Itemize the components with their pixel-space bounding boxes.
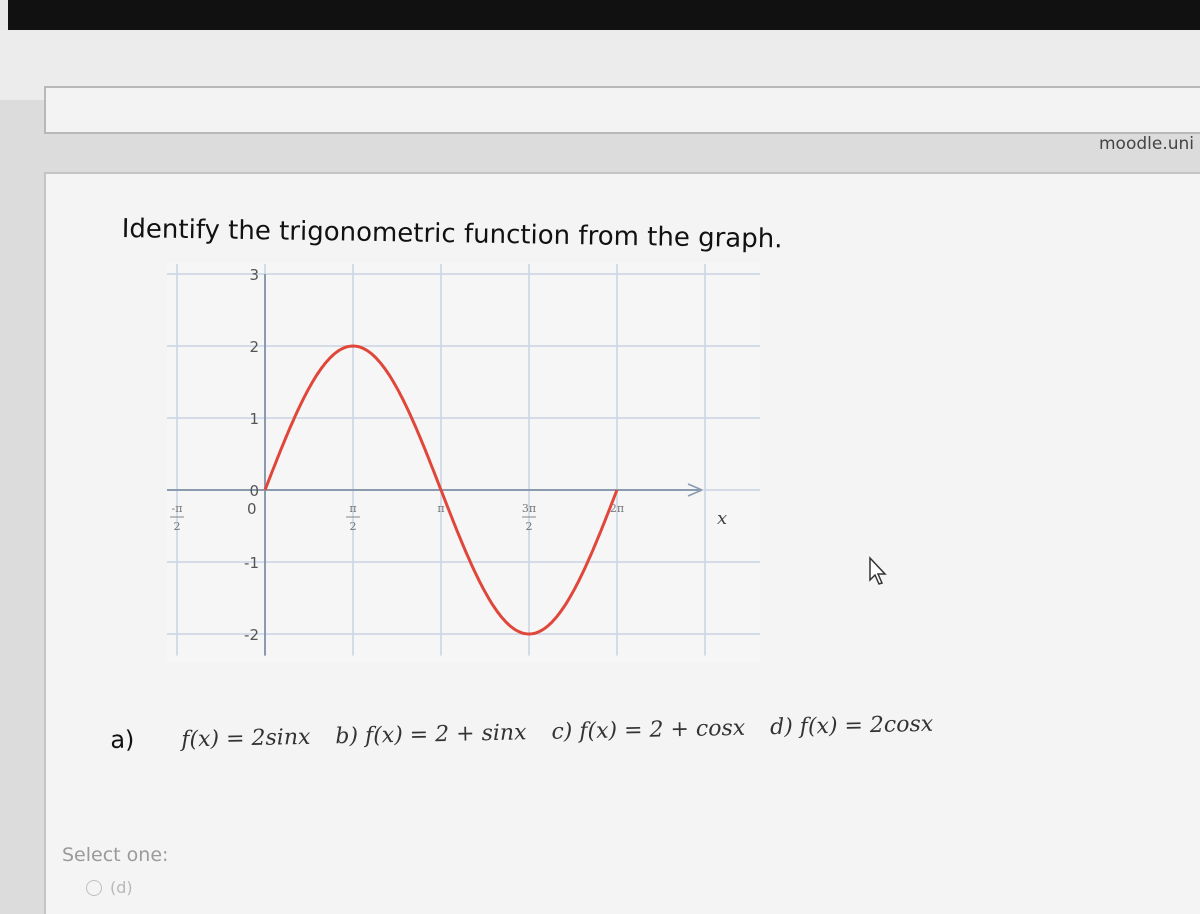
y-tick-label: 0 [249,482,259,500]
graph-svg [120,260,760,670]
x-tick-label: 3π [521,502,537,515]
x-tick-label: 2π [609,502,625,515]
y-tick-label: 2 [249,338,259,356]
y-tick-label: -2 [244,626,259,644]
choice-c: c) f(x) = 2 + cosx [551,715,746,745]
y-tick-label: -1 [244,554,259,572]
x-tick-denominator: 2 [525,520,533,533]
y-tick-label: 3 [249,266,259,284]
origin-label: 0 [247,500,257,518]
address-bar[interactable] [44,86,1200,134]
select-one-label: Select one: [62,844,169,866]
option-d-label: (d) [110,878,133,897]
mouse-cursor-icon [868,556,890,586]
y-tick-label: 1 [249,410,259,428]
x-tick-denominator: 2 [349,520,357,533]
option-d[interactable] [86,878,133,897]
radio-button[interactable] [86,880,102,896]
x-tick-denominator: 2 [173,520,181,533]
plot-area [167,262,760,662]
x-axis-label: x [717,508,728,529]
x-tick-label: π [437,502,445,515]
x-tick-label: π [349,502,357,515]
choice-d: d) f(x) = 2cosx [769,711,934,741]
x-tick-label: -π [171,502,183,515]
function-graph [120,260,760,670]
question-title: Identify the trigonometric function from the graph. [121,214,783,255]
choice-b: b) f(x) = 2 + sinx [335,720,527,750]
top-dark-bar [0,0,1200,30]
site-url: moodle.uni [1098,134,1194,154]
choice-a-letter: a) [110,725,135,754]
choice-a-formula: f(x) = 2sinx [181,724,311,753]
